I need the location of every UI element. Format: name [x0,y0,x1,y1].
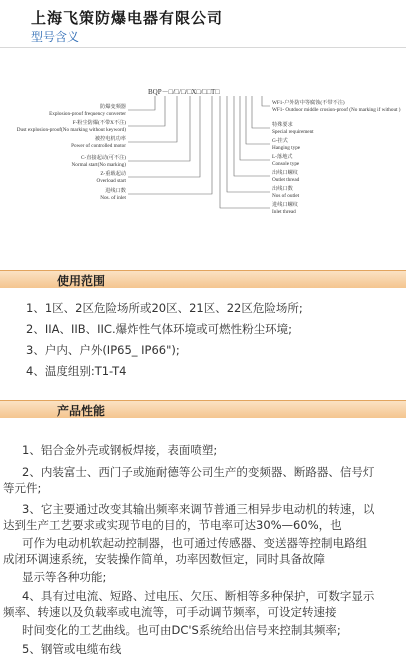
usage-item-1: 1、1区、2区危险场所或20区、21区、22区危险场所; [26,301,303,315]
left-label-4-en: Normal start(No marking) [71,162,126,168]
left-label-2-en: Dust explosion-proof(No marking without keyword) [16,127,126,133]
model-code-svg [0,86,406,216]
right-label-1-zh: WF1-户外防中等腐蚀(不带不注) [272,100,345,106]
left-label-6-en: Nos. of inlet [100,195,126,201]
left-label-1-zh: 防爆变频器 [100,104,126,110]
left-label-5-en: Overload start [96,178,126,184]
right-label-3-en: Hanging type [272,145,301,151]
perf-line-4: 3、它主要通过改变其输出频率来调节普通三相异步电动机的转速，以 [22,502,375,516]
right-label-7-zh: 进线口螺纹 [272,202,298,208]
right-label-3-zh: G-挂式 [272,138,288,144]
header-divider [0,47,406,48]
perf-line-3: 等元件; [3,481,42,495]
perf-line-8: 显示等各种功能; [22,570,107,584]
left-label-3-zh: 被控电机功率 [94,136,126,142]
perf-line-2: 2、内装富士、西门子或施耐德等公司生产的变频器、断路器、信号灯 [22,465,375,479]
left-label-4-zh: C-直接起动(可不注) [81,155,126,161]
perf-line-1: 1、铝合金外壳或钢板焊接，表面喷塑; [22,443,218,457]
right-label-1-en: WF1- Outdoor middle crosion-proof (No marking if without ) [272,107,401,113]
performance-section-header [0,400,406,418]
model-meaning-subtitle: 型号含义 [31,30,80,44]
right-label-2-zh: 特殊要求 [272,122,293,128]
right-label-6-zh: 出线口数 [272,186,293,192]
left-label-1-en: Explosion-proof frequency converter [49,111,126,117]
right-label-2-en: Special requirement [272,129,314,135]
right-label-4-en: Console type [272,161,300,167]
usage-item-3: 3、户内、户外(IP65_ IP66"); [26,343,180,357]
perf-line-5: 达到生产工艺要求或实现节电的目的，节电率可达30%—60%，也 [3,518,342,532]
perf-line-10: 频率、转速以及负载率或电流等，可手动调节频率，可设定转速接 [3,605,337,619]
company-name: 上海飞策防爆电器有限公司 [31,9,224,27]
right-label-4-zh: L-落地式 [272,154,293,160]
usage-title: 使用范围 [57,274,106,288]
perf-line-6: 可作为电动机软起动控制器，也可通过传感器、变送器等控制电路组 [22,536,367,550]
left-label-5-zh: Z-重载起动 [100,171,126,177]
left-label-6-zh: 进线口数 [105,188,126,194]
left-label-2-zh: F-粉尘防爆(不带X不注) [72,120,126,126]
right-label-5-en: Outlet thread [272,177,300,183]
right-label-7-en: Inlet thread [272,209,296,215]
usage-section-header [0,270,406,288]
left-label-3-en: Power of controlled motor [71,143,126,149]
perf-line-9: 4、具有过电流、短路、过电压、欠压、断相等多种保护，可数字显示 [22,589,375,603]
usage-item-4: 4、温度组别:T1-T4 [26,364,127,378]
perf-line-7: 成闭环调速系统，安装操作简单，功率因数恒定，同时具备故障 [3,552,325,566]
usage-item-2: 2、IIA、IIB、IIC.爆炸性气体环境或可燃性粉尘环境; [26,322,292,336]
right-label-5-zh: 出线口螺纹 [272,170,298,176]
performance-title: 产品性能 [57,404,106,418]
page-header [0,0,406,48]
model-code-diagram [0,86,406,216]
model-code-text: BQP－□/□/□/□X□/□□T□ [148,88,220,96]
perf-line-11: 时间变化的工艺曲线。也可由DC'S系统给出信号来控制其频率; [22,623,341,637]
right-label-6-en: Nos of outlet [272,193,300,199]
perf-line-12: 5、钢管或电缆布线 [22,642,122,656]
right-leader-lines [220,96,270,208]
left-leader-lines [128,96,212,194]
